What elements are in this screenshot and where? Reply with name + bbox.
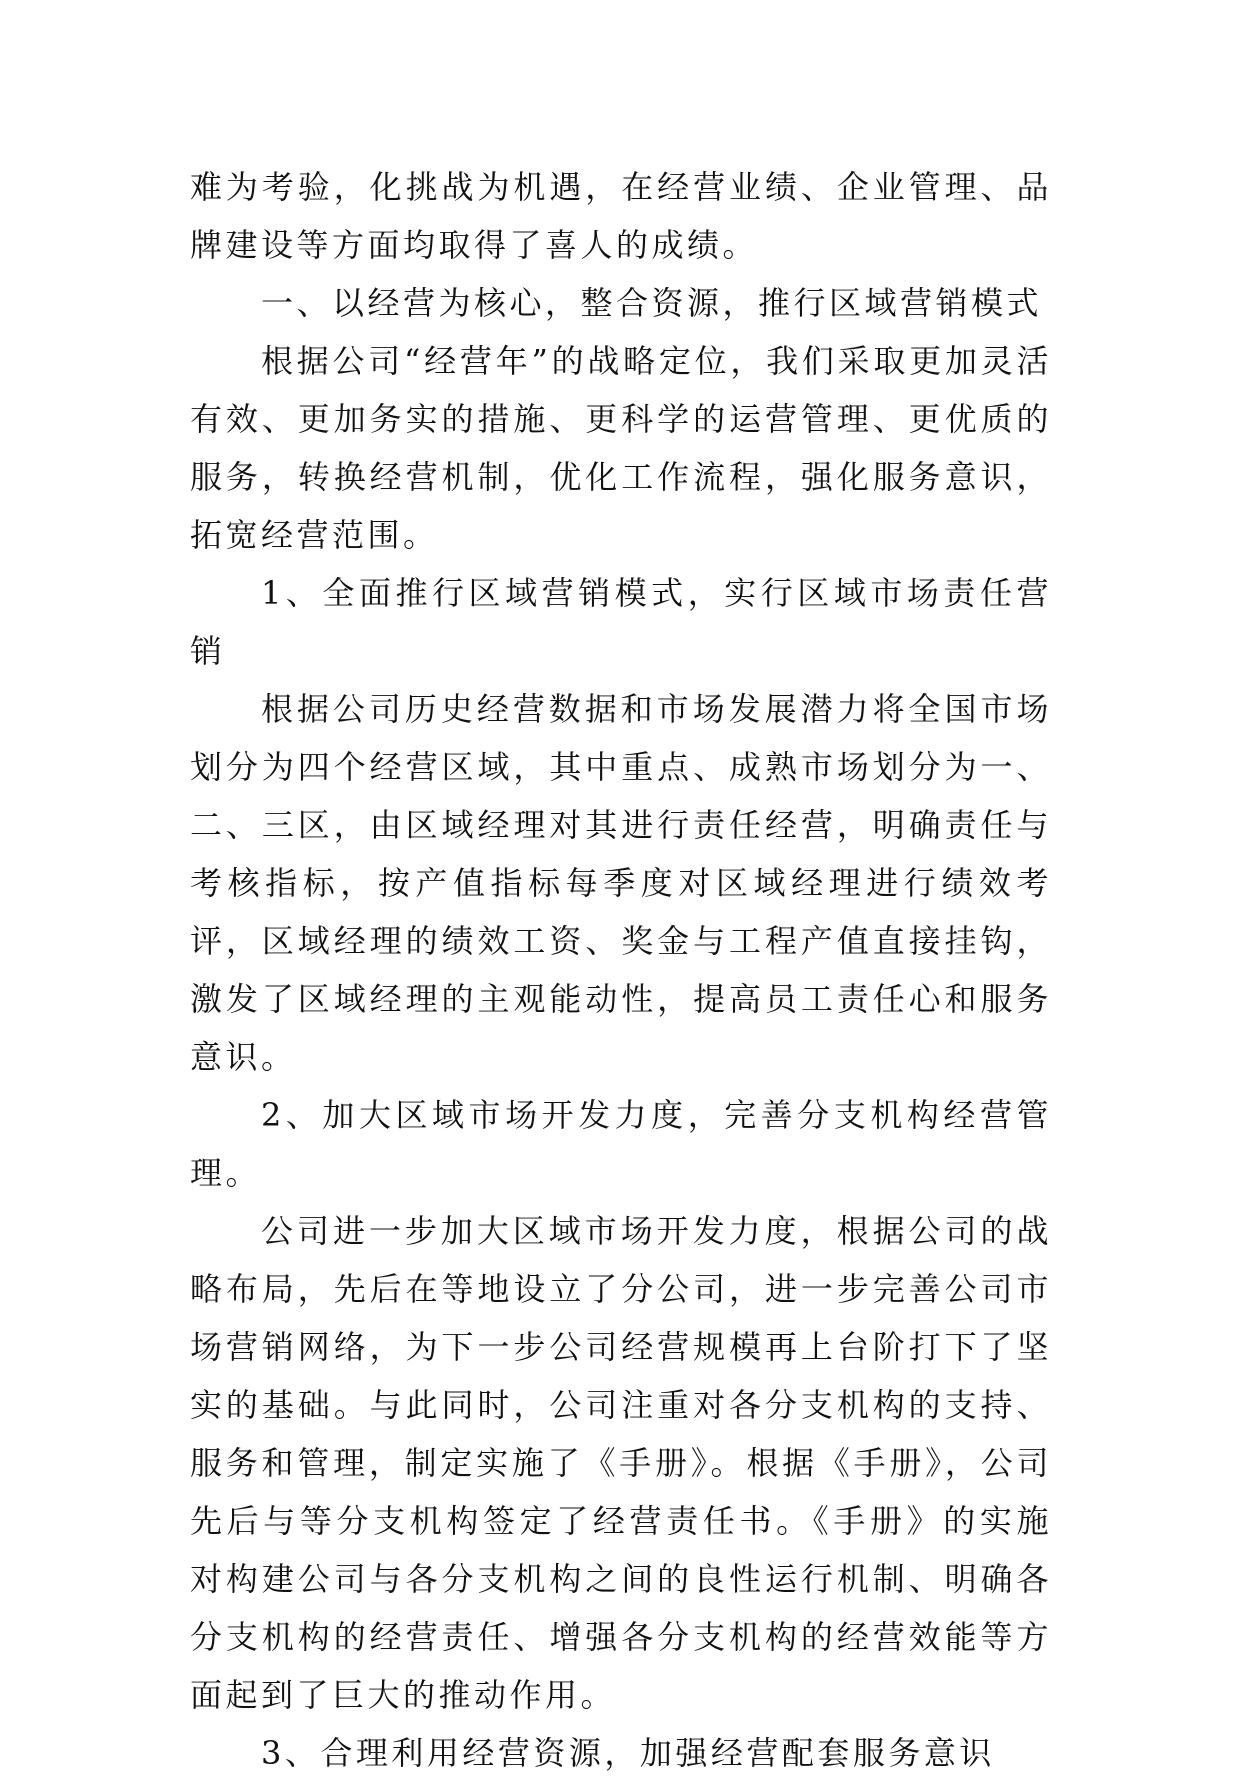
subheading-2: 2、加大区域市场开发力度，完善分支机构经营管理。 bbox=[190, 1096, 1052, 1192]
subheading-3: 3、合理利用经营资源，加强经营配套服务意识 bbox=[261, 1734, 995, 1772]
paragraph-regional-marketing: 根据公司历史经营数据和市场发展潜力将全国市场划分为四个经营区域，其中重点、成熟市场划分为一、二、三区，由区域经理对其进行责任经营，明确责任与考核指标，按产值指标每季度对区域经理进行绩效考评，区域经理的绩效工资、奖金与工程产值直接挂钩，激发了区域经理的主观能动性，提高员工责任心和服务意识。 bbox=[190, 690, 1052, 1076]
paragraph-intro-continuation: 难为考验，化挑战为机遇，在经营业绩、企业管理、品牌建设等方面均取得了喜人的成绩。 bbox=[190, 168, 1052, 264]
subheading-1: 1、全面推行区域营销模式，实行区域市场责任营销 bbox=[190, 574, 1052, 670]
paragraph-branch-management: 公司进一步加大区域市场开发力度，根据公司的战略布局，先后在等地设立了分公司，进一步完善公司市场营销网络，为下一步公司经营规模再上台阶打下了坚实的基础。与此同时，公司注重对各分支机构的支持、服务和管理，制定实施了《手册》。根据《手册》，公司先后与等分支机构签定了经营责任书。《手册》的实施对构建公司与各分支机构之间的良性运行机制、明确各分支机构的经营责任、增强各分支机构的经营效能等方面起到了巨大的推动作用。 bbox=[190, 1212, 1052, 1714]
paragraph-strategy: 根据公司“经营年”的战略定位，我们采取更加灵活有效、更加务实的措施、更科学的运营管理、更优质的服务，转换经营机制，优化工作流程，强化服务意识，拓宽经营范围。 bbox=[190, 342, 1052, 554]
document-body bbox=[190, 158, 1052, 1782]
section-heading-1: 一、以经营为核心，整合资源，推行区域营销模式 bbox=[261, 284, 1043, 322]
